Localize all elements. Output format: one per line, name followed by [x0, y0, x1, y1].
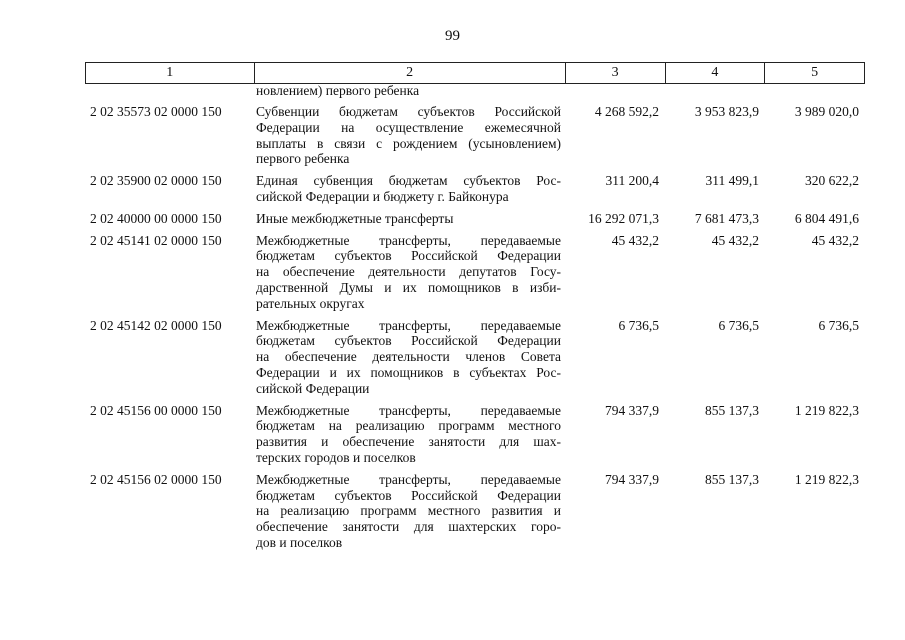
amount-col-5: 1 219 822,3 [794, 402, 859, 418]
amount-col-3: 794 337,9 [605, 471, 659, 487]
amount-col-4: 7 681 473,3 [694, 210, 759, 226]
description-line: Иные межбюджетные трансферты [256, 210, 454, 226]
amount-col-5: 320 622,2 [805, 173, 859, 189]
description-line: обеспечение занятости для шахтерских горо- [256, 519, 561, 535]
amount-col-5: 6 804 491,6 [794, 210, 859, 226]
description-line: Межбюджетные трансферты, передаваемые [256, 317, 561, 333]
description-line: терских городов и поселков [256, 449, 416, 465]
amount-col-3: 6 736,5 [618, 317, 659, 333]
budget-code: 2 02 45156 00 0000 150 [90, 402, 222, 418]
amount-col-4: 45 432,2 [711, 232, 759, 248]
column-header-1: 1 [166, 65, 174, 80]
amount-col-3: 16 292 071,3 [588, 210, 659, 226]
description-line: сийской Федерации и бюджету г. Байконура [256, 188, 509, 204]
budget-code: 2 02 45141 02 0000 150 [90, 232, 222, 248]
description-line: рательных округах [256, 295, 365, 311]
budget-code: 2 02 35573 02 0000 150 [90, 104, 222, 119]
description-line: на обеспечение деятельности членов Совета [256, 349, 561, 365]
amount-col-3: 45 432,2 [611, 232, 659, 248]
description-line: на обеспечение деятельности депутатов Госу- [256, 264, 561, 280]
revenue-description [253, 211, 565, 227]
description-line: бюджетам субъектов Российской Федерации [256, 333, 561, 349]
description-line: бюджетам субъектов Российской Федерации [256, 487, 561, 503]
amount-col-3: 794 337,9 [605, 402, 659, 418]
amount-col-5: 3 989 020,0 [794, 104, 859, 119]
description-line: Субвенции бюджетам субъектов Российской [256, 104, 561, 119]
revenue-description [253, 173, 565, 205]
amount-col-5: 1 219 822,3 [794, 471, 859, 487]
revenue-description [253, 104, 565, 167]
description-line: Федерации и их помощников в субъектах Рос- [256, 364, 561, 380]
page-number: 99 [445, 28, 460, 44]
amount-col-3: 4 268 592,2 [594, 104, 659, 119]
description-line: сийской Федерации [256, 380, 370, 396]
description-line: Межбюджетные трансферты, передаваемые [256, 232, 561, 248]
description-line: Федерации на осуществление ежемесячной [256, 119, 561, 135]
table-row [85, 318, 865, 397]
description-line: бюджетам на реализацию программ местного [256, 418, 561, 434]
description-line: первого ребенка [256, 151, 350, 167]
budget-code: 2 02 40000 00 0000 150 [90, 210, 222, 226]
amount-col-5: 6 736,5 [818, 317, 859, 333]
budget-code: 2 02 35900 02 0000 150 [90, 173, 222, 189]
amount-col-4: 855 137,3 [705, 402, 759, 418]
revenue-description [253, 318, 565, 397]
column-header-2: 2 [254, 63, 565, 83]
table-header [85, 62, 865, 84]
column-header-4: 4 [665, 63, 765, 83]
amount-col-5: 45 432,2 [811, 232, 859, 248]
budget-code: 2 02 45156 02 0000 150 [90, 471, 222, 487]
description-line: бюджетам субъектов Российской Федерации [256, 248, 561, 264]
column-header-5: 5 [764, 63, 864, 83]
amount-col-3: 311 200,4 [605, 173, 659, 189]
table-row [85, 403, 865, 466]
table-row [85, 472, 865, 551]
revenue-description [253, 472, 565, 551]
budget-code: 2 02 45142 02 0000 150 [90, 317, 222, 333]
description-line: развития и обеспечение занятости для шах- [256, 434, 561, 450]
table-row [85, 211, 865, 227]
revenue-description [253, 233, 565, 312]
amount-col-4: 311 499,1 [705, 173, 759, 189]
continuation-text: новлением) первого ребенка [256, 83, 420, 98]
description-line: дарственной Думы и их помощников в изби- [256, 279, 561, 295]
table-row [85, 233, 865, 312]
description-line: дов и поселков [256, 534, 343, 550]
description-line: Межбюджетные трансферты, передаваемые [256, 402, 561, 418]
revenue-description [253, 403, 565, 466]
description-line: на реализацию программ местного развития и [256, 503, 561, 519]
description-line: Единая субвенция бюджетам субъектов Рос- [256, 173, 561, 189]
column-header-3: 3 [565, 63, 665, 83]
description-line: Межбюджетные трансферты, передаваемые [256, 471, 561, 487]
table-row [85, 173, 865, 205]
amount-col-4: 6 736,5 [718, 317, 759, 333]
amount-col-4: 3 953 823,9 [694, 104, 759, 119]
table-body [85, 104, 865, 557]
description-line: выплаты в связи с рождением (усыновлением) [256, 135, 561, 151]
table-row [85, 104, 865, 167]
amount-col-4: 855 137,3 [705, 471, 759, 487]
